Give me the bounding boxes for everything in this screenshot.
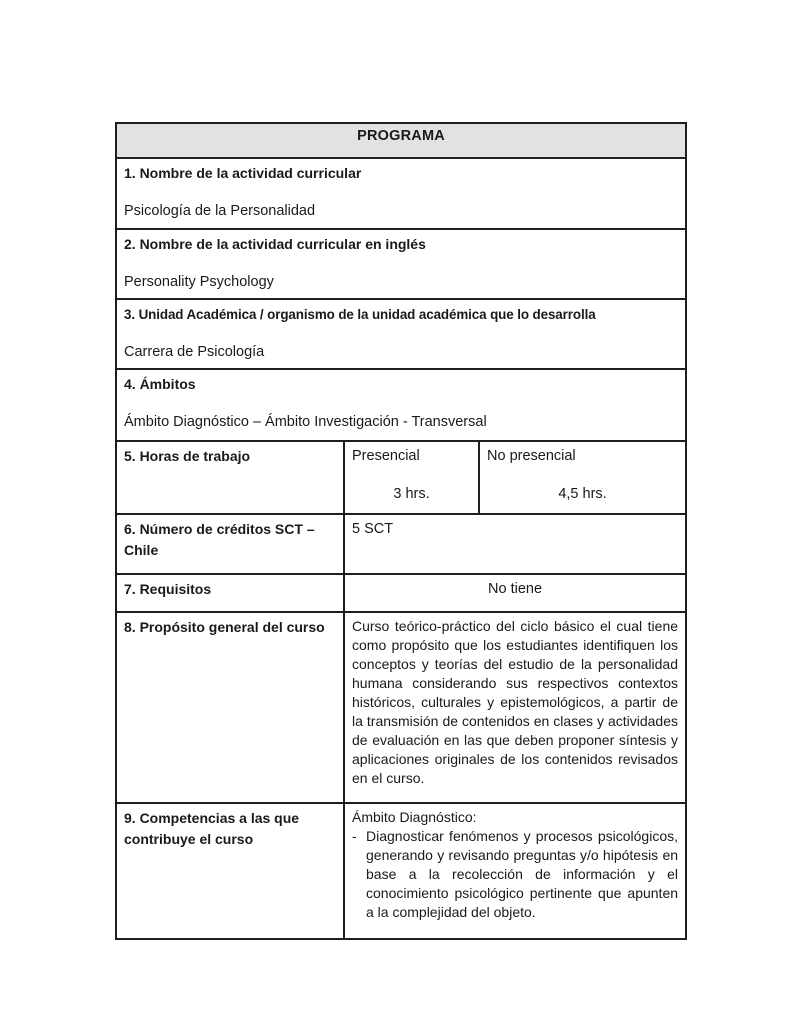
row8-value: Curso teórico-práctico del ciclo básico el cual tiene como propósito que los estudiantes identifiquen los conceptos y teorías del estudio de la personalidad humana considerando sus respectivos contextos históricos, culturales y epistemológicos, a partir de la transmisión de contenidos en clases y actividades de evaluación en las que deben proponer síntesis y aplicaciones originales de los contenidos revisados en el curso.	[352, 618, 679, 786]
row5-no-presencial-cell	[479, 441, 686, 514]
row-nombre-actividad	[116, 158, 686, 229]
presencial-title: Presencial	[352, 448, 420, 464]
row1-label: 1. Nombre de la actividad curricular	[124, 165, 362, 181]
row9-label-cell	[116, 803, 344, 939]
row5-label: 5. Horas de trabajo	[124, 448, 251, 464]
programa-table	[115, 122, 687, 940]
row-proposito-general	[116, 612, 686, 803]
row7-label-cell	[116, 574, 344, 612]
no-presencial-title: No presencial	[487, 448, 576, 464]
row1-cell	[116, 158, 686, 229]
no-presencial-hours: 4,5 hrs.	[558, 486, 607, 502]
row8-label: 8. Propósito general del curso	[124, 619, 325, 635]
row-horas-trabajo	[116, 441, 686, 514]
row7-label: 7. Requisitos	[124, 581, 212, 597]
row-creditos-sct	[116, 514, 686, 574]
row8-value-cell	[344, 612, 686, 803]
row7-value-cell	[344, 574, 686, 612]
header-row	[116, 123, 686, 158]
row-requisitos	[116, 574, 686, 612]
row7-value: No tiene	[488, 581, 543, 597]
row6-label-cell	[116, 514, 344, 574]
bullet-dash-marker: -	[352, 828, 357, 844]
row9-intro: Ámbito Diagnóstico:	[352, 809, 477, 825]
row1-value: Psicología de la Personalidad	[124, 203, 316, 219]
row9-bullet-text: Diagnosticar fenómenos y procesos psicológicos, generando y revisando preguntas y/o hipótesis en base a la recolección de información y el conocimiento psicológico pertinente que apunten a la complejidad del objeto.	[366, 828, 679, 920]
row-ambitos	[116, 369, 686, 441]
row4-value: Ámbito Diagnóstico – Ámbito Investigación - Transversal	[124, 414, 487, 430]
row2-cell	[116, 229, 686, 299]
row6-label: 6. Número de créditos SCT – Chile	[124, 521, 315, 558]
row6-value-cell	[344, 514, 686, 574]
table-title: PROGRAMA	[116, 123, 686, 158]
row9-bullet-item	[352, 827, 678, 922]
row8-label-cell	[116, 612, 344, 803]
row6-value: 5 SCT	[352, 521, 394, 537]
row-competencias	[116, 803, 686, 939]
row3-label: 3. Unidad Académica / organismo de la unidad académica que lo desarrolla	[124, 307, 596, 322]
row3-cell	[116, 299, 686, 369]
row-nombre-ingles	[116, 229, 686, 299]
row4-label: 4. Ámbitos	[124, 376, 196, 392]
row9-value-cell	[344, 803, 686, 939]
row9-label: 9. Competencias a las que contribuye el curso	[124, 810, 300, 847]
row2-label: 2. Nombre de la actividad curricular en inglés	[124, 236, 426, 252]
row-unidad-academica	[116, 299, 686, 369]
row5-label-cell	[116, 441, 344, 514]
row2-value: Personality Psychology	[124, 274, 274, 290]
row5-presencial-cell	[344, 441, 479, 514]
row4-cell	[116, 369, 686, 441]
presencial-hours: 3 hrs.	[393, 486, 430, 502]
row3-value: Carrera de Psicología	[124, 344, 265, 360]
